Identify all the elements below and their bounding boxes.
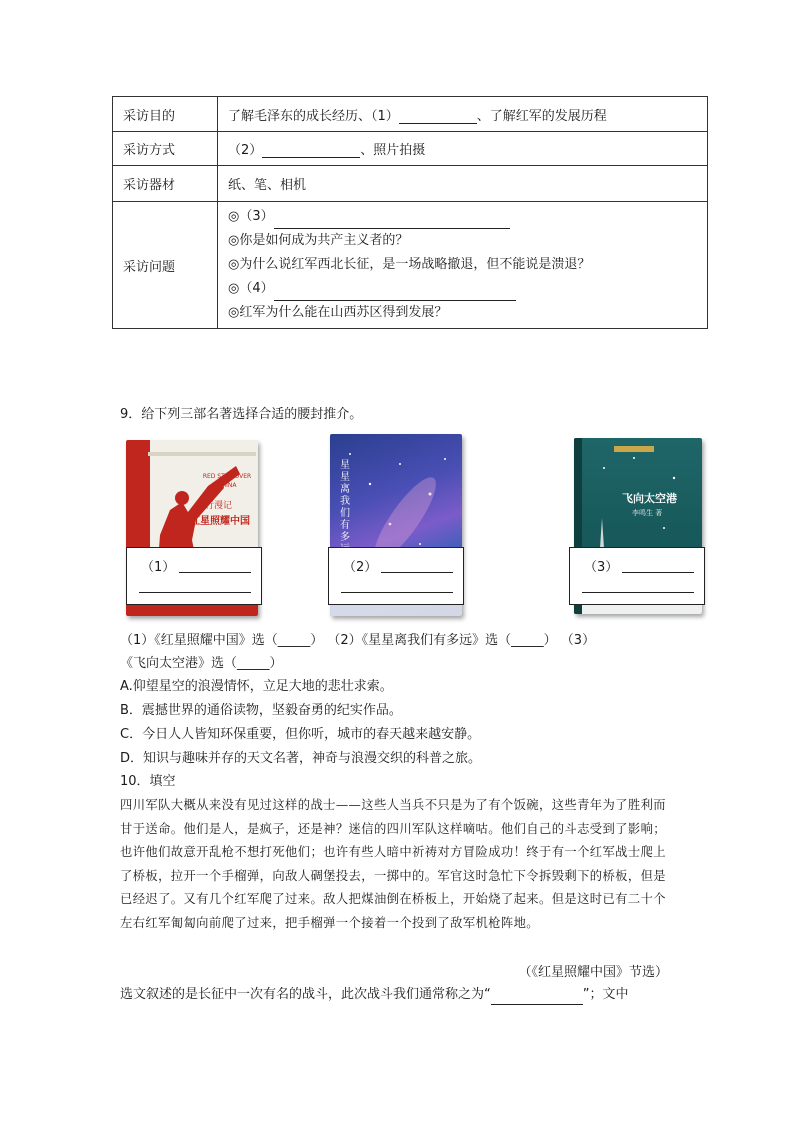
fill-blank <box>262 143 360 158</box>
book-title: 飞向太空港 <box>622 492 677 505</box>
question-line: ◎红军为什么能在山西苏区得到发展？ <box>228 305 448 320</box>
option-b: B．震撼世界的通俗读物，坚毅奋勇的纪实作品。 <box>120 703 402 718</box>
table-label: 采访目的 <box>113 97 218 132</box>
waistband-number: （3） <box>584 560 619 575</box>
fill-blank <box>139 592 251 593</box>
fill-blank <box>341 592 453 593</box>
fill-blank <box>274 214 510 229</box>
cell-text: 、照片拍摄 <box>360 143 426 158</box>
question-text: ◎（3） <box>228 209 274 224</box>
table-row <box>113 132 708 166</box>
fill-blank <box>399 109 477 124</box>
table-row <box>113 202 708 329</box>
waistband-number: （1） <box>141 560 176 575</box>
cell-text: 、了解红军的发展历程 <box>476 108 607 124</box>
book-subtitle: 西行漫记 <box>196 501 233 511</box>
option-a: A.仰望星空的浪漫情怀，立足大地的悲壮求索。 <box>120 679 393 694</box>
fill-blank <box>491 990 583 1005</box>
table-label: 采访器材 <box>113 166 218 202</box>
answer-line: （1）《红星照耀中国》选（_____） （2）《星星离我们有多远》选（_____） （3） <box>120 633 596 648</box>
book-author: 李鸣生 著 <box>632 509 663 517</box>
table-row <box>113 97 708 132</box>
table-label: 采访问题 <box>113 202 218 329</box>
waistband-3 <box>569 547 705 605</box>
interview-table <box>112 96 708 329</box>
fill-blank <box>582 592 694 593</box>
q10-title: 10．填空 <box>120 774 176 789</box>
passage-source: （《红星照耀中国》节选） <box>518 965 668 980</box>
book-en-title: RED STAR OVER CHINA <box>202 473 252 489</box>
question-text: ”；文中 <box>582 987 629 1002</box>
option-d: D．知识与趣味并存的天文名著，神奇与浪漫交织的科普之旅。 <box>120 751 482 766</box>
question-text: ◎（4） <box>228 281 274 296</box>
question-line: ◎你是如何成为共产主义者的？ <box>228 233 409 248</box>
cell-text: （2） <box>228 143 263 158</box>
table-cell <box>218 202 708 329</box>
question-line <box>228 205 697 229</box>
question-text: 选文叙述的是长征中一次有名的战斗，此次战斗我们通常称之为“ <box>120 987 491 1002</box>
cell-text: 了解毛泽东的成长经历、（1） <box>228 108 399 124</box>
table-cell <box>218 97 708 132</box>
fill-blank <box>274 286 516 301</box>
fill-blank <box>179 572 251 573</box>
option-c: C．今日人人皆知环保重要，但你听，城市的春天越来越安静。 <box>120 727 481 742</box>
table-label: 采访方式 <box>113 132 218 166</box>
answer-line: 《飞向太空港》选（_____） <box>120 656 283 671</box>
fill-blank <box>381 572 453 573</box>
waistband-2 <box>328 547 464 605</box>
book-title: 红星照耀中国 <box>190 516 250 527</box>
q9-title: 9．给下列三部名著选择合适的腰封推介。 <box>120 407 363 422</box>
passage-text: 四川军队大概从来没有见过这样的战士——这些人当兵不只是为了有个饭碗，这些青年为了胜利而甘于送命。他们是人，是疯子，还是神？迷信的四川军队这样嘀咕。他们自己的斗志受到了影响；也许他们故意开乱枪不想打死他们；也许有些人暗中祈祷对方冒险成功！终于有一个红军战士爬上了桥板，拉开一个手榴弹，向敌人碉堡投去，一掷中的。军官这时急忙下令拆毁剩下的桥板，但是已经迟了。又有几个红军爬了过来。敌人把煤油倒在桥板上，开始烧了起来。但是这时已有二十个左右红军匍匐向前爬了过来，把手榴弹一个接着一个投到了敌军机枪阵地。 <box>120 798 666 930</box>
waistband-number: （2） <box>343 560 378 575</box>
book-title: 星星离我们有多 <box>340 460 350 543</box>
question-line <box>228 277 697 301</box>
fill-blank <box>622 572 694 573</box>
waistband-1 <box>126 547 262 605</box>
question-line: ◎为什么说红军西北长征，是一场战略撤退，但不能说是溃退？ <box>228 257 591 272</box>
table-cell: 纸、笔、相机 <box>218 166 708 202</box>
q10-question <box>120 985 629 1005</box>
table-cell <box>218 132 708 166</box>
table-row <box>113 166 708 202</box>
